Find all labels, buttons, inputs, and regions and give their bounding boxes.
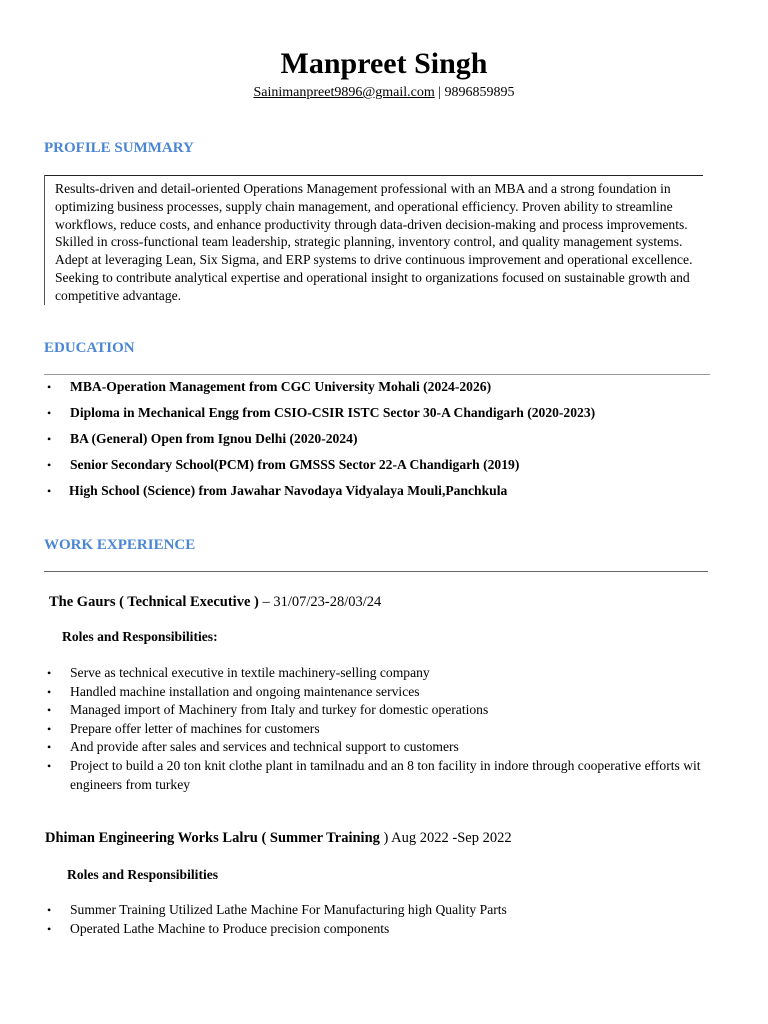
responsibility-text: Handled machine installation and ongoing maintenance services	[70, 683, 420, 699]
responsibility-text: Serve as technical executive in textile machinery-selling company	[70, 665, 430, 680]
education-item	[44, 456, 595, 482]
education-item	[44, 378, 595, 404]
summary-line: Seeking to contribute analytical expertise and operational insight to organizations focused on sustainable growth and	[55, 269, 690, 285]
job-dates: – 31/07/23-28/03/24	[258, 594, 382, 610]
contact-line	[0, 84, 768, 102]
work-experience-heading: WORK EXPERIENCE	[44, 537, 196, 553]
education-item-text: MBA-Operation Management from CGC University Mohali (2024-2026)	[70, 379, 492, 394]
bullet-icon: •	[47, 903, 52, 917]
summary-line: Skilled in cross-functional team leadership, strategic planning, inventory control, and quality management systems.	[55, 234, 683, 250]
responsibility-text: Prepare offer letter of machines for customers	[70, 720, 320, 736]
profile-summary-divider	[44, 175, 703, 176]
bullet-icon: •	[47, 406, 52, 420]
candidate-name: Manpreet Singh	[280, 47, 488, 80]
work-experience-divider	[44, 571, 708, 572]
bullet-icon: •	[47, 740, 52, 755]
responsibility-text: And provide after sales and services and technical support to customers	[70, 739, 459, 755]
responsibility-item	[44, 720, 724, 739]
bullet-icon: •	[47, 684, 52, 699]
bullet-icon: •	[47, 380, 52, 394]
contact-separator: |	[434, 85, 445, 100]
bullet-icon: •	[47, 758, 52, 773]
job-company-role: Dhiman Engineering Works Lalru ( Summer Training	[45, 830, 384, 846]
education-item-text: BA (General) Open from Ignou Delhi (2020-2024)	[70, 431, 358, 446]
responsibilities-list	[44, 664, 724, 794]
responsibility-text: Project to build a 20 ton knit clothe plant in tamilnadu and an 8 ton facility in indore through cooperative efforts wit	[70, 757, 701, 773]
bullet-icon: •	[47, 921, 52, 936]
profile-summary-left-border	[44, 175, 45, 305]
responsibility-text: Summer Training Utilized Lathe Machine For Manufacturing high Quality Parts	[70, 902, 507, 917]
bullet-icon: •	[47, 721, 52, 736]
profile-summary-text	[55, 180, 705, 305]
bullet-icon: •	[47, 432, 52, 446]
responsibility-item	[44, 664, 724, 683]
bullet-icon: •	[47, 484, 52, 498]
education-item	[44, 482, 595, 508]
phone-number: 9896859895	[444, 85, 515, 100]
education-item	[44, 404, 595, 430]
responsibility-text: Managed import of Machinery from Italy and turkey for domestic operations	[70, 702, 489, 718]
responsibility-item	[44, 738, 724, 757]
bullet-icon: •	[47, 703, 52, 718]
education-item-text: Senior Secondary School(PCM) from GMSSS Sector 22-A Chandigarh (2019)	[70, 457, 520, 472]
responsibility-item	[44, 683, 724, 702]
responsibilities-list	[44, 901, 724, 938]
summary-line: Results-driven and detail-oriented Operations Management professional with an MBA and a strong foundation in	[55, 181, 671, 196]
email-link[interactable]: Sainimanpreet9896@gmail.com	[253, 85, 435, 100]
job-company-role: The Gaurs ( Technical Executive )	[49, 594, 259, 610]
responsibility-text-continued: engineers from turkey	[70, 776, 191, 792]
responsibility-item	[44, 757, 724, 794]
education-item-text: High School (Science) from Jawahar Navodaya Vidyalaya Mouli,Panchkula	[69, 483, 508, 498]
job-dates: ) Aug 2022 -Sep 2022	[383, 830, 512, 846]
responsibility-item	[44, 920, 724, 939]
roles-heading: Roles and Responsibilities	[67, 867, 219, 882]
education-item-text: Diploma in Mechanical Engg from CSIO-CSIR ISTC Sector 30-A Chandigarh (2020-2023)	[70, 405, 596, 420]
profile-summary-heading: PROFILE SUMMARY	[44, 140, 194, 156]
job-title	[45, 829, 512, 847]
responsibility-text: Operated Lathe Machine to Produce precision components	[70, 920, 390, 936]
education-item	[44, 430, 595, 456]
education-list	[44, 378, 595, 508]
summary-line: optimizing business processes, supply chain management, and operational efficiency. Proven ability to streamline	[55, 198, 673, 214]
responsibility-item	[44, 701, 724, 720]
roles-heading: Roles and Responsibilities:	[62, 629, 218, 644]
education-heading: EDUCATION	[44, 340, 135, 356]
summary-line: Adept at leveraging Lean, Six Sigma, and ERP systems to drive continuous improvement and operational excellence.	[55, 252, 693, 268]
job-title	[49, 593, 381, 611]
bullet-icon: •	[47, 666, 52, 680]
bullet-icon: •	[47, 458, 52, 472]
responsibility-item	[44, 901, 724, 920]
summary-line: workflows, reduce costs, and enhance productivity through data-driven decision-making and process improvements.	[55, 216, 688, 232]
summary-line: competitive advantage.	[55, 287, 182, 303]
education-divider	[44, 374, 710, 375]
